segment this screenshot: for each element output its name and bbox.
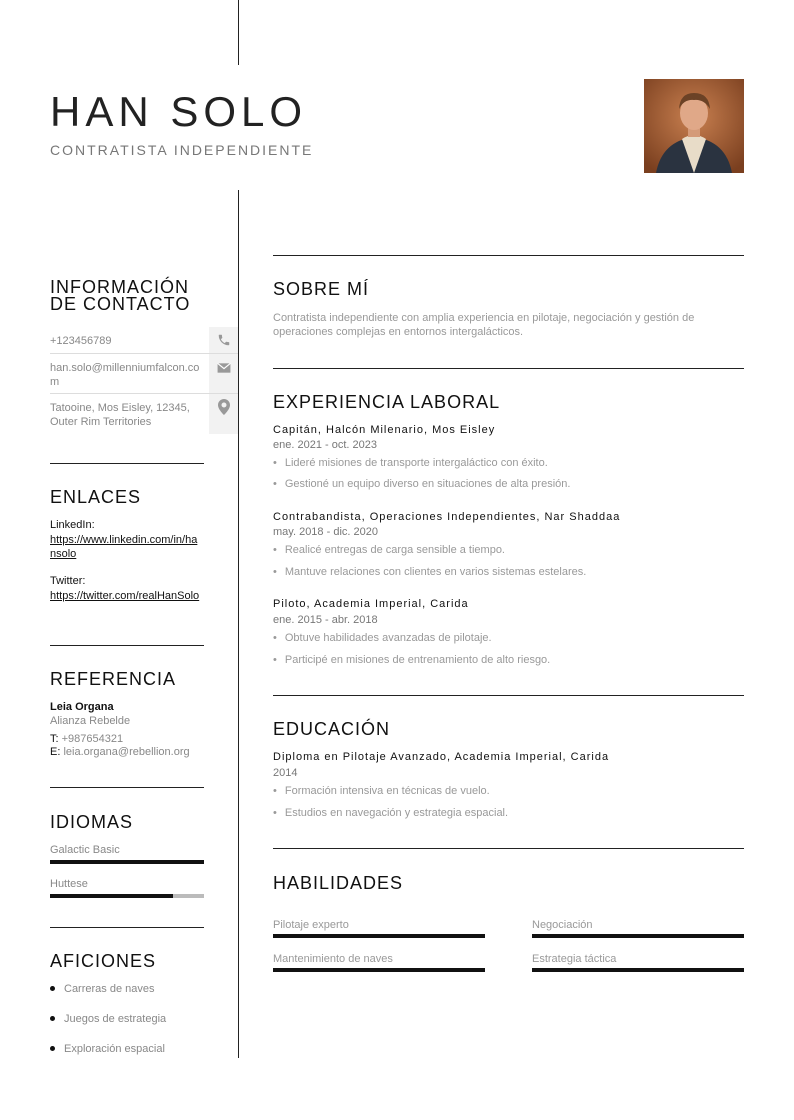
experience-heading: EXPERIENCIA LABORAL bbox=[273, 392, 501, 412]
job-date: ene. 2015 - abr. 2018 bbox=[273, 614, 378, 626]
job-bullet-text: Gestioné un equipo diverso en situaciones de alta presión. bbox=[284, 478, 571, 490]
twitter-link[interactable]: https://twitter.com/realHanSolo bbox=[50, 590, 200, 602]
reference-phone-value: +987654321 bbox=[61, 733, 124, 745]
reference-email-value[interactable]: leia.organa@rebellion.org bbox=[63, 746, 190, 758]
degree-year: 2014 bbox=[273, 767, 298, 779]
skill-level-bar bbox=[532, 968, 744, 972]
languages-heading: IDIOMAS bbox=[50, 812, 134, 832]
bullet-dot-icon bbox=[50, 1046, 55, 1051]
reference-name: Leia Organa bbox=[50, 701, 114, 713]
reference-phone bbox=[50, 733, 123, 745]
top-divider-line bbox=[238, 0, 239, 65]
contact-heading bbox=[50, 279, 190, 313]
job-bullet: • Participé en misiones de entrenamiento de alto riesgo. bbox=[273, 654, 551, 666]
section-divider bbox=[273, 695, 744, 696]
job-bullet: • Lideré misiones de transporte intergaláctico con éxito. bbox=[273, 457, 548, 469]
linkedin-link[interactable]: https://www.linkedin.com/in/hansolo bbox=[50, 534, 198, 560]
twitter-label: Twitter: bbox=[50, 575, 86, 587]
linkedin-label: LinkedIn: bbox=[50, 519, 95, 531]
job-bullet-text: Mantuve relaciones con clientes en varios sistemas estelares. bbox=[284, 566, 587, 578]
language-level-bar bbox=[50, 860, 204, 864]
job-bullet-text: Lideré misiones de transporte intergaláctico con éxito. bbox=[284, 457, 548, 469]
hobby-label: Exploración espacial bbox=[64, 1043, 165, 1055]
language-level-fill bbox=[50, 894, 173, 898]
reference-org: Alianza Rebelde bbox=[50, 715, 131, 727]
section-divider bbox=[50, 787, 204, 788]
language-level-fill bbox=[50, 860, 204, 864]
job-bullet: • Mantuve relaciones con clientes en varios sistemas estelares. bbox=[273, 566, 587, 578]
hobby-item bbox=[50, 1043, 165, 1055]
job-bullet-text: Obtuve habilidades avanzadas de pilotaje. bbox=[284, 632, 492, 644]
language-name: Galactic Basic bbox=[50, 844, 120, 856]
section-divider bbox=[50, 463, 204, 464]
job-title: Contrabandista, Operaciones Independientes, Nar Shaddaa bbox=[273, 511, 621, 523]
contact-heading-line1: INFORMACIÓN bbox=[50, 277, 189, 297]
skill-level-bar bbox=[273, 968, 485, 972]
job-title: Capitán, Halcón Milenario, Mos Eisley bbox=[273, 424, 496, 436]
skill-label: Pilotaje experto bbox=[273, 919, 349, 931]
job-bullet-text: Participé en misiones de entrenamiento de alto riesgo. bbox=[284, 654, 551, 666]
contact-phone: +123456789 bbox=[50, 335, 112, 347]
education-bullet-text: Formación intensiva en técnicas de vuelo. bbox=[284, 785, 490, 797]
about-heading: SOBRE MÍ bbox=[273, 279, 370, 299]
contact-heading-line2: DE CONTACTO bbox=[50, 294, 191, 314]
main-divider-line bbox=[238, 190, 239, 1058]
skill-level-bar bbox=[273, 934, 485, 938]
profile-photo bbox=[644, 79, 744, 173]
skill-label: Estrategia táctica bbox=[532, 953, 617, 965]
language-level-bar bbox=[50, 894, 204, 898]
reference-email bbox=[50, 746, 190, 758]
job-bullet: • Realicé entregas de carga sensible a tiempo. bbox=[273, 544, 505, 556]
candidate-name: HAN SOLO bbox=[50, 88, 308, 135]
hobby-label: Carreras de naves bbox=[64, 983, 155, 995]
hobby-item bbox=[50, 1013, 166, 1025]
contact-separator bbox=[50, 353, 238, 354]
links-heading: ENLACES bbox=[50, 487, 142, 507]
skills-heading: HABILIDADES bbox=[273, 873, 404, 893]
contact-address: Tatooine, Mos Eisley, 12345, Outer Rim Territories bbox=[50, 402, 190, 428]
section-divider bbox=[273, 255, 744, 256]
about-text: Contratista independiente con amplia experiencia en pilotaje, negociación y gestión de operaciones complejas en entornos intergalácticos. bbox=[273, 312, 695, 338]
section-divider bbox=[273, 368, 744, 369]
job-bullet: • Obtuve habilidades avanzadas de pilotaje. bbox=[273, 632, 492, 644]
section-divider bbox=[273, 848, 744, 849]
education-heading: EDUCACIÓN bbox=[273, 719, 391, 739]
reference-heading: REFERENCIA bbox=[50, 669, 177, 689]
section-divider bbox=[50, 927, 204, 928]
candidate-title: CONTRATISTA INDEPENDIENTE bbox=[50, 142, 314, 158]
bullet-dot-icon bbox=[50, 1016, 55, 1021]
job-bullet: • Gestioné un equipo diverso en situaciones de alta presión. bbox=[273, 478, 571, 490]
portrait-image bbox=[644, 79, 744, 173]
job-date: ene. 2021 - oct. 2023 bbox=[273, 439, 377, 451]
contact-email[interactable]: han.solo@millenniumfalcon.com bbox=[50, 362, 200, 388]
contact-separator bbox=[50, 393, 238, 394]
job-title: Piloto, Academia Imperial, Carida bbox=[273, 598, 469, 610]
job-date: may. 2018 - dic. 2020 bbox=[273, 526, 378, 538]
skill-label: Mantenimiento de naves bbox=[273, 953, 393, 965]
job-bullet-text: Realicé entregas de carga sensible a tiempo. bbox=[284, 544, 505, 556]
education-bullet: • Estudios en navegación y estrategia espacial. bbox=[273, 807, 509, 819]
hobby-label: Juegos de estrategia bbox=[64, 1013, 167, 1025]
education-bullet: • Formación intensiva en técnicas de vuelo. bbox=[273, 785, 490, 797]
skill-level-bar bbox=[532, 934, 744, 938]
reference-email-label: E: bbox=[50, 746, 61, 758]
language-name: Huttese bbox=[50, 878, 88, 890]
reference-phone-label: T: bbox=[50, 733, 59, 745]
hobby-item bbox=[50, 983, 155, 995]
education-bullet-text: Estudios en navegación y estrategia espacial. bbox=[284, 807, 509, 819]
hobbies-heading: AFICIONES bbox=[50, 951, 157, 971]
skill-label: Negociación bbox=[532, 919, 593, 931]
section-divider bbox=[50, 645, 204, 646]
degree-title: Diploma en Pilotaje Avanzado, Academia Imperial, Carida bbox=[273, 751, 610, 763]
bullet-dot-icon bbox=[50, 986, 55, 991]
